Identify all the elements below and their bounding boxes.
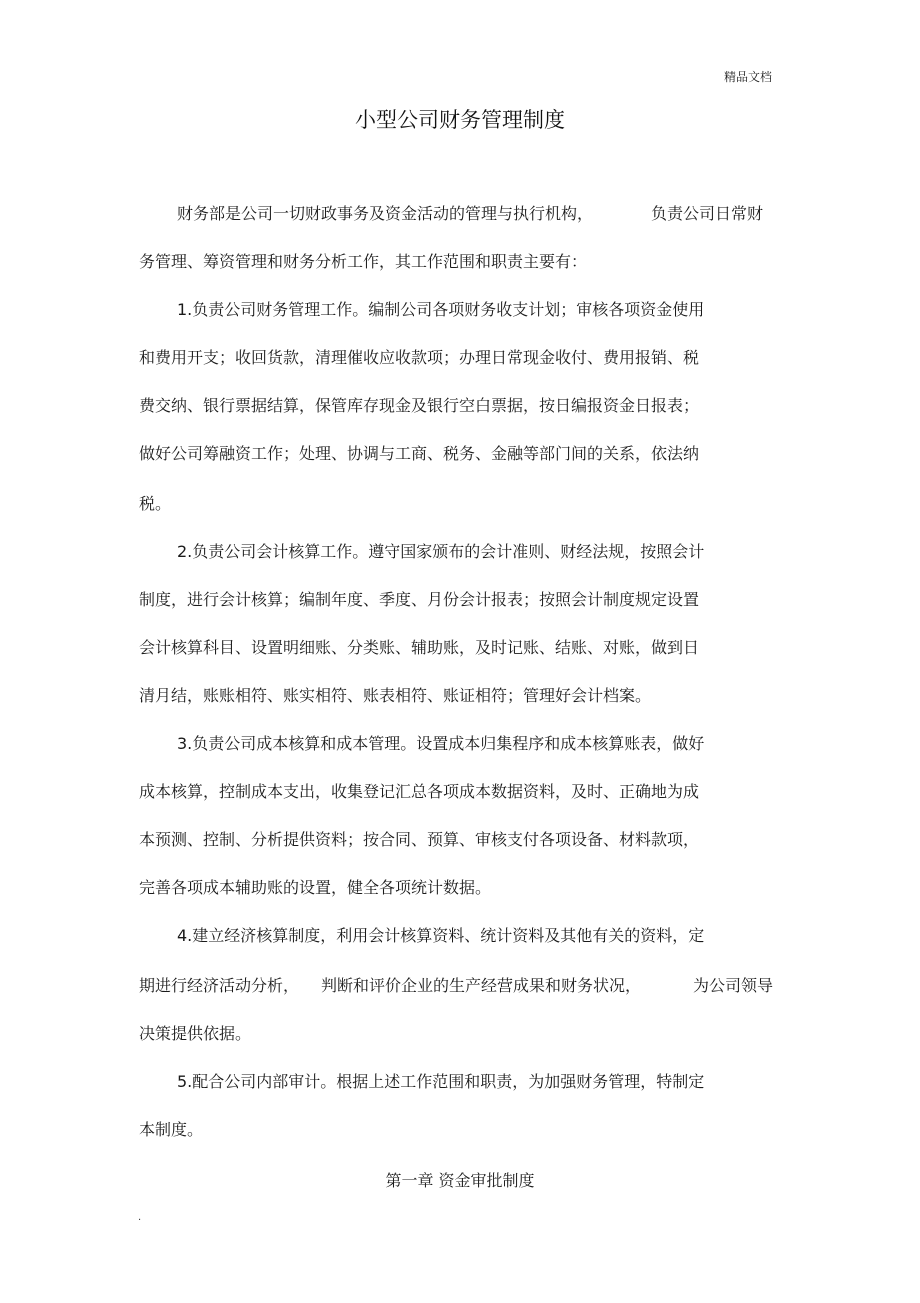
text-line: 务管理、筹资管理和财务分析工作，其工作范围和职责主要有： bbox=[139, 252, 588, 271]
document-title: 小型公司财务管理制度 bbox=[355, 108, 565, 132]
watermark: 精品文档 bbox=[724, 70, 773, 84]
text-line: 和费用开支；收回货款，清理催收应收款项；办理日常现金收付、费用报销、税 bbox=[139, 348, 700, 367]
text-line: 1.负责公司财务管理工作。编制公司各项财务收支计划；审核各项资金使用 bbox=[177, 300, 705, 319]
chapter-heading: 第一章 资金审批制度 bbox=[385, 1171, 535, 1190]
footer-mark: . bbox=[138, 1212, 142, 1223]
text-line: 本制度。 bbox=[139, 1120, 204, 1139]
text-line: 为公司领导 bbox=[693, 976, 774, 995]
text-line: 税。 bbox=[139, 494, 172, 513]
text-line: 会计核算科目、设置明细账、分类账、辅助账，及时记账、结账、对账，做到日 bbox=[139, 638, 700, 657]
text-line: 清月结，账账相符、账实相符、账表相符、账证相符；管理好会计档案。 bbox=[139, 686, 652, 705]
text-line: 2.负责公司会计核算工作。遵守国家颁布的会计准则、财经法规，按照会计 bbox=[177, 542, 705, 561]
text-line: 制度，进行会计核算；编制年度、季度、月份会计报表；按照会计制度规定设置 bbox=[139, 590, 700, 609]
text-line: 3.负责公司成本核算和成本管理。设置成本归集程序和成本核算账表，做好 bbox=[177, 734, 705, 753]
text-line: 费交纳、银行票据结算，保管库存现金及银行空白票据，按日编报资金日报表； bbox=[139, 396, 700, 415]
text-line: 本预测、控制、分析提供资料；按合同、预算、审核支付各项设备、材料款项， bbox=[139, 830, 700, 849]
text-line: 财务部是公司一切财政事务及资金活动的管理与执行机构， bbox=[177, 204, 594, 223]
text-line: 判断和评价企业的生产经营成果和财务状况， bbox=[321, 976, 642, 995]
text-line: 期进行经济活动分析， bbox=[139, 976, 300, 995]
text-line: 5.配合公司内部审计。根据上述工作范围和职责，为加强财务管理，特制定 bbox=[177, 1072, 705, 1091]
text-line: 4.建立经济核算制度，利用会计核算资料、统计资料及其他有关的资料，定 bbox=[177, 926, 705, 945]
text-line: 负责公司日常财 bbox=[651, 204, 764, 223]
text-line: 完善各项成本辅助账的设置，健全各项统计数据。 bbox=[139, 878, 492, 897]
text-line: 做好公司筹融资工作；处理、协调与工商、税务、金融等部门间的关系，依法纳 bbox=[139, 444, 700, 463]
text-line: 成本核算，控制成本支出，收集登记汇总各项成本数据资料，及时、正确地为成 bbox=[139, 782, 700, 801]
text-line: 决策提供依据。 bbox=[139, 1024, 252, 1043]
